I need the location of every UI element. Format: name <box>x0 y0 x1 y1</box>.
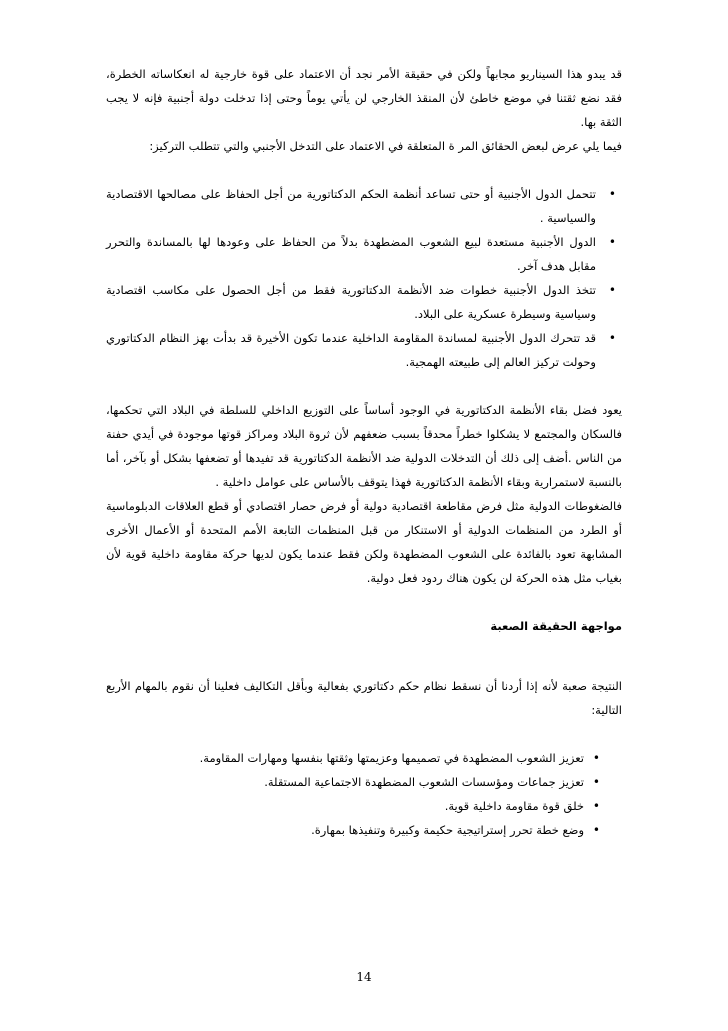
bullet-icon: • <box>608 187 616 201</box>
list-item-text: تعزيز الشعوب المضطهدة في تصميمها وعزيمتها وثقتها بنفسها ومهارات المقاومة. <box>199 751 584 765</box>
list-item-text: قد تتحرك الدول الأجنبية لمساندة المقاومة الداخلية عندما تكون الأخيرة قد بدأت بهز النظام الدكتاتوري وحولت تركيز العالم إلى طبيعته الهمجية. <box>106 331 596 369</box>
list-item-text: خلق قوة مقاومة داخلية قوية. <box>444 799 584 813</box>
paragraph-international-pressure: فالضغوطات الدولية مثل فرض مقاطعة اقتصادية دولية أو فرض حصار اقتصادي أو قطع العلاقات الدبلوماسية أو الطرد من المنظمات الدولية أو الاستنكار من قبل المنظمات التابعة الأمم المتحدة أو الأعمال الأخرى المشابهة تعود بالفائدة على الشعوب المضطهدة ولكن فقط عندما يكون لديها حركة مقاومة داخلية قوية لأن بغياب مثل هذه الحركة لن يكون هناك ردود فعل دولية. <box>106 499 622 585</box>
spacer <box>106 590 622 614</box>
tasks-list <box>106 746 622 842</box>
bullet-icon: • <box>592 751 600 765</box>
spacer <box>106 374 622 398</box>
page-number: 14 <box>356 970 372 984</box>
bullet-icon: • <box>608 235 616 249</box>
list-item <box>106 770 622 794</box>
foreign-facts-list <box>106 182 622 374</box>
list-item-text: وضع خطة تحرر إستراتيجية حكيمة وكبيرة وتنفيذها بمهارة. <box>311 823 584 837</box>
spacer <box>106 722 622 746</box>
list-item-text: تتخذ الدول الأجنبية خطوات ضد الأنظمة الدكتاتورية فقط من أجل الحصول على مكاسب اقتصادية وسياسية وسيطرة عسكرية على البلاد. <box>106 283 596 321</box>
page-body <box>106 62 622 842</box>
list-item <box>106 818 622 842</box>
list-item <box>106 182 622 230</box>
bullet-icon: • <box>592 823 600 837</box>
bullet-icon: • <box>592 799 600 813</box>
list-item-text: تتحمل الدول الأجنبية أو حتى تساعد أنظمة الحكم الدكتاتورية من أجل الحفاظ على مصالحها الاقتصادية والسياسية . <box>106 187 596 225</box>
paragraph-foreign-reliance: قد يبدو هذا السيناريو مجابهاً ولكن في حقيقة الأمر نجد أن الاعتماد على قوة خارجية له انعكاساته الخطرة، فقد نضع ثقتنا في موضع خاطئ لأن المنقذ الخارجي لن يأتي يوماً وحتى إذا تدخلت دولة أجنبية فإنه لا يجب الثقة بها. <box>106 67 622 129</box>
list-item-text: تعزيز جماعات ومؤسسات الشعوب المضطهدة الاجتماعية المستقلة. <box>264 775 584 789</box>
bullet-icon: • <box>608 331 616 345</box>
list-item <box>106 230 622 278</box>
facts-intro-line: فيما يلي عرض لبعض الحقائق المر ة المتعلقة في الاعتماد على التدخل الأجنبي والتي تتطلب التركيز: <box>149 139 622 153</box>
bullet-icon: • <box>592 775 600 789</box>
list-item <box>106 746 622 770</box>
spacer <box>106 638 622 674</box>
list-item <box>106 794 622 818</box>
list-item-text: الدول الأجنبية مستعدة لبيع الشعوب المضطهدة بدلاً من الحفاظ على وعودها لها بالمساندة والتحرر مقابل هدف آخر. <box>106 235 596 273</box>
list-item <box>106 326 622 374</box>
bullet-icon: • <box>608 283 616 297</box>
list-item <box>106 278 622 326</box>
paragraph-four-tasks: النتيجة صعبة لأنه إذا أردنا أن نسقط نظام حكم دكتاتوري بفعالية وبأقل التكاليف فعلينا أن نقوم بالمهام الأربع التالية: <box>106 679 622 717</box>
paragraph-internal-power: يعود فضل بقاء الأنظمة الدكتاتورية في الوجود أساساً على التوزيع الداخلي للسلطة في البلاد التي تحكمها، فالسكان والمجتمع لا يشكلوا خطراً محدقاً بسبب ضعفهم لأن ثروة البلاد ومراكز قوتها موجودة في أيدي حفنة من الناس .أضف إلى ذلك أن التدخلات الدولية ضد الأنظمة الدكتاتورية قد تفيدها أو تضعفها بشكل أو بآخر، أما بالنسبة لاستمرارية وبقاء الأنظمة الدكتاتورية فهذا يتوقف بالأساس على عوامل داخلية . <box>106 403 622 489</box>
spacer <box>106 158 622 182</box>
section-heading: مواجهة الحقيقة الصعبة <box>490 619 622 633</box>
